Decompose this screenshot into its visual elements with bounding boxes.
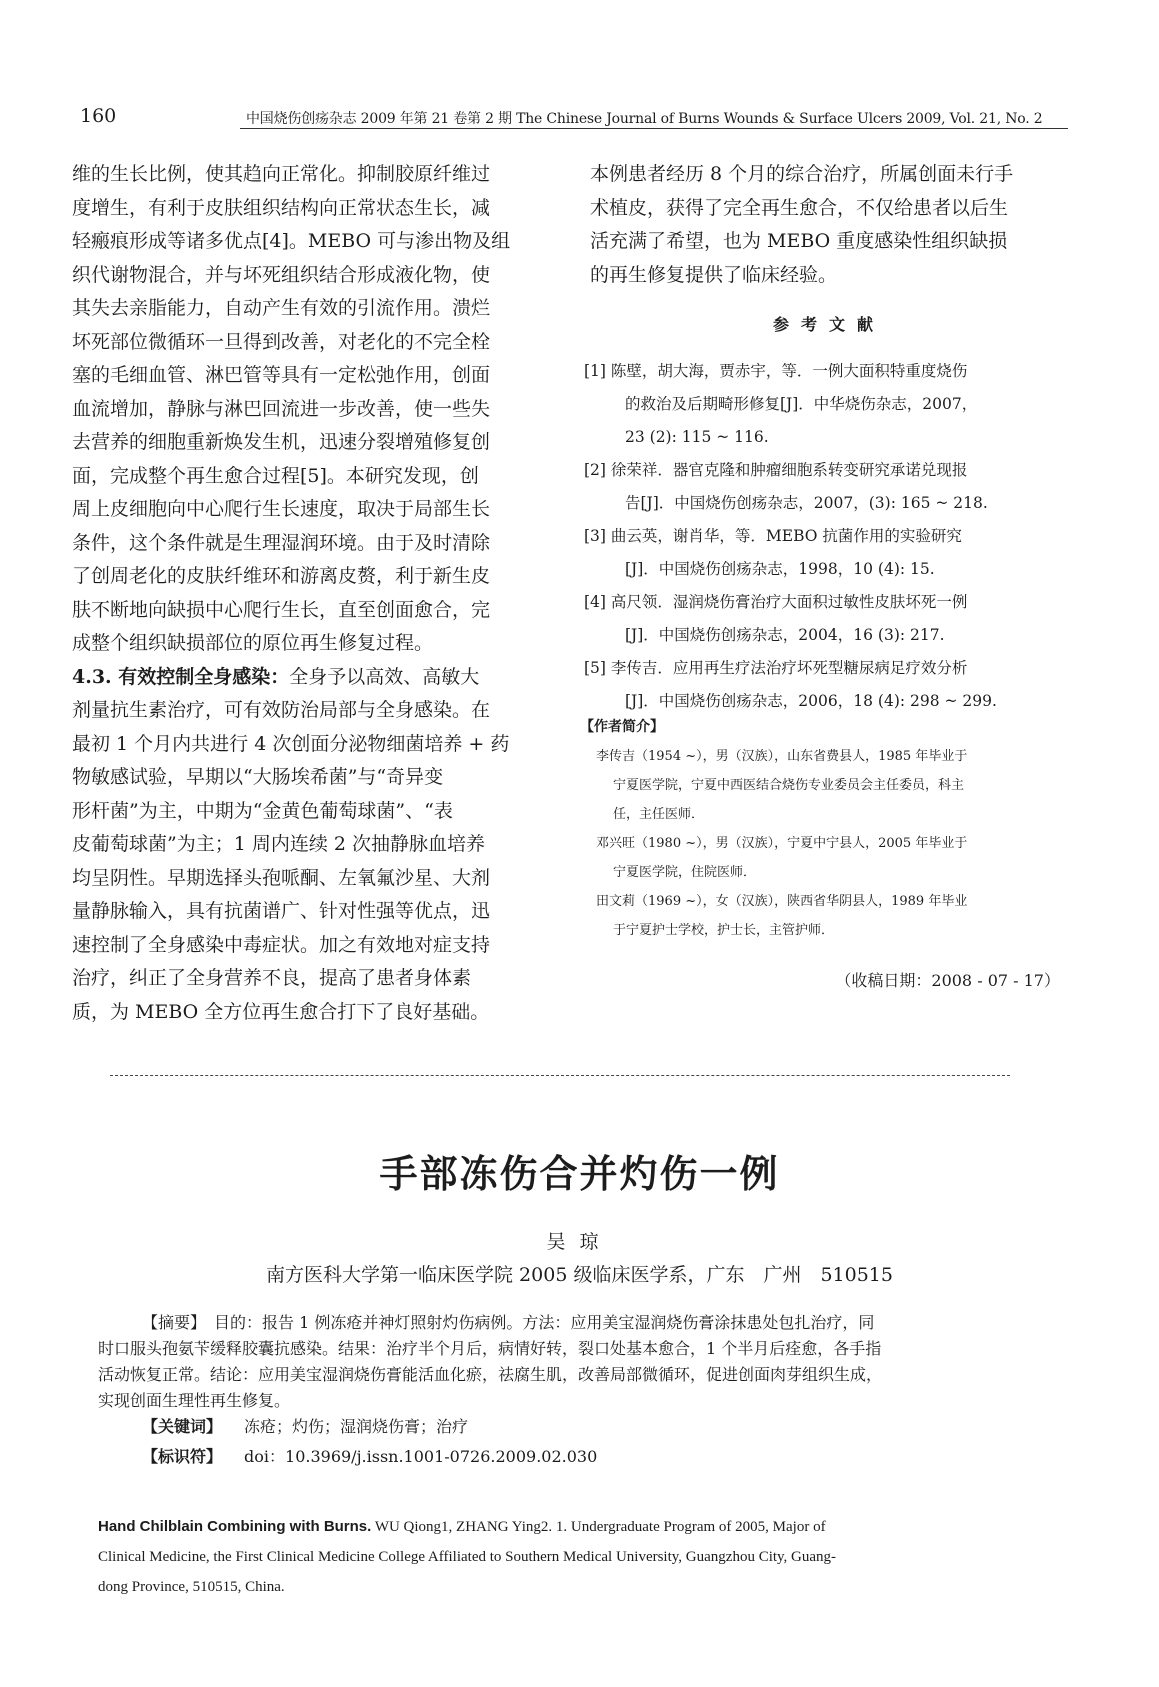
text-line: 形杆菌”为主，中期为“金黄色葡萄球菌”、“表 xyxy=(72,799,453,822)
text-line: 成整个组织缺损部位的原位再生修复过程。 xyxy=(72,632,434,654)
reference-line: [J]．中国烧伤创疡杂志，2004，16 (3): 217. xyxy=(625,626,945,644)
abstract-line: 【摘要】 目的：报告 1 例冻疮并神灯照射灼伤病例。方法：应用美宝湿润烧伤膏涂抹患处包扎治疗，同 xyxy=(142,1313,875,1332)
page-header xyxy=(0,0,1159,130)
text-line: 本例患者经历 8 个月的综合治疗，所属创面未行手 xyxy=(590,163,1014,185)
keywords-label: 【关键词】 xyxy=(142,1417,223,1436)
text-line: 条件，这个条件就是生理湿润环境。由于及时清除 xyxy=(72,531,491,554)
text-line: 皮葡萄球菌”为主；1 周内连续 2 次抽静脉血培养 xyxy=(72,833,486,855)
references-list xyxy=(584,355,1074,718)
text-line: 织代谢物混合，并与坏死组织结合形成液化物，使 xyxy=(72,263,491,286)
article-affiliation: 南方医科大学第一临床医学院 2005 级临床医学系，广东 广州 510515 xyxy=(266,1264,893,1286)
text-line: 最初 1 个月内共进行 4 次创面分泌物细菌培养 + 药 xyxy=(72,732,510,755)
text-line: 量静脉输入，具有抗菌谱广、针对性强等优点，迅 xyxy=(72,900,491,922)
text-line: 度增生，有利于皮肤组织结构向正常状态生长，减 xyxy=(72,196,491,219)
reference-line: [3] 曲云英，谢肖华，等．MEBO 抗菌作用的实验研究 xyxy=(584,527,962,545)
article-author: 吴琼 xyxy=(546,1231,613,1253)
text-line: 均呈阴性。早期选择头孢哌酮、左氧氟沙星、大剂 xyxy=(72,866,491,889)
text-line: 速控制了全身感染中毒症状。加之有效地对症支持 xyxy=(72,933,491,956)
keywords-value: 冻疮；灼伤；湿润烧伤膏；治疗 xyxy=(244,1417,469,1436)
english-title: Hand Chilblain Combining with Burns. xyxy=(98,1518,372,1535)
identifier-value: doi：10.3969/j.issn.1001-0726.2009.02.030 xyxy=(244,1447,598,1466)
author-bio-list xyxy=(596,742,1076,945)
section-heading-tail: 全身予以高效、高敏大 xyxy=(289,665,480,688)
bio-line: 李传吉（1954 ~），男（汉族），山东省费县人，1985 年毕业于 xyxy=(596,749,968,764)
text-line: 肤不断地向缺损中心爬行生长，直至创面愈合，完 xyxy=(72,598,491,621)
section-first-line xyxy=(72,661,552,695)
text-line: 了创周老化的皮肤纤维环和游离皮赘，利于新生皮 xyxy=(72,565,491,587)
text-line: 坏死部位微循环一旦得到改善，对老化的不完全栓 xyxy=(72,330,491,353)
text-line: 其失去亲脂能力，自动产生有效的引流作用。溃烂 xyxy=(72,297,491,319)
keywords-row xyxy=(142,1414,468,1437)
text-line: 剂量抗生素治疗，可有效防治局部与全身感染。在 xyxy=(72,699,491,721)
english-authors: WU Qiong1, ZHANG Ying2. 1. Undergraduate Program of 2005, Major of xyxy=(374,1519,826,1535)
english-line: dong Province, 510515, China. xyxy=(98,1579,285,1595)
text-line: 质，为 MEBO 全方位再生愈合打下了良好基础。 xyxy=(72,1000,490,1023)
reference-line: 告[J]．中国烧伤创疡杂志，2007，(3): 165 ~ 218. xyxy=(625,494,988,512)
abstract-line: 时口服头孢氨苄缓释胶囊抗感染。结果：治疗半个月后，病情好转，裂口处基本愈合，1 个半月后痊愈，各手指 xyxy=(98,1339,882,1358)
author-bio-heading: 【作者简介】 xyxy=(580,719,664,735)
text-line: 去营养的细胞重新焕发生机，迅速分裂增殖修复创 xyxy=(72,431,491,453)
section-4-3 xyxy=(72,661,552,1030)
bio-line: 任，主任医师． xyxy=(613,807,705,822)
header-rule xyxy=(240,128,1068,129)
english-line xyxy=(98,1512,1058,1542)
bio-line: 宁夏医学院，住院医师． xyxy=(613,865,757,880)
references-title: 参考文献 xyxy=(772,315,885,334)
reference-line: [5] 李传吉．应用再生疗法治疗坏死型糖尿病足疗效分析 xyxy=(584,659,968,677)
reference-line: 的救治及后期畸形修复[J]．中华烧伤杂志，2007， xyxy=(625,395,978,413)
section-heading: 4.3. 有效控制全身感染： xyxy=(72,665,290,688)
left-column xyxy=(72,158,552,1029)
received-date: （收稿日期：2008 - 07 - 17） xyxy=(835,971,1060,990)
text-line: 周上皮细胞向中心爬行生长速度，取决于局部生长 xyxy=(72,498,491,520)
text-line: 轻瘢痕形成等诸多优点[4]。MEBO 可与渗出物及组 xyxy=(72,230,511,252)
bio-line: 宁夏医学院，宁夏中西医结合烧伤专业委员会主任委员，科主 xyxy=(613,778,965,793)
reference-line: [4] 高尺领．湿润烧伤膏治疗大面积过敏性皮肤坏死一例 xyxy=(584,593,968,611)
reference-line: 23 (2): 115 ~ 116. xyxy=(625,428,769,446)
reference-line: [J]．中国烧伤创疡杂志，2006，18 (4): 298 ~ 299. xyxy=(625,692,997,710)
article-separator xyxy=(110,1075,1010,1076)
right-column-body xyxy=(590,158,1068,292)
text-line: 维的生长比例，使其趋向正常化。抑制胶原纤维过 xyxy=(72,163,491,185)
text-line: 塞的毛细血管、淋巴管等具有一定松弛作用，创面 xyxy=(72,364,491,386)
english-line: Clinical Medicine, the First Clinical Medicine College Affiliated to Southern Medical University, Guangzhou City, Guang- xyxy=(98,1549,837,1565)
reference-line: [1] 陈壁，胡大海，贾赤宇，等．一例大面积特重度烧伤 xyxy=(584,362,968,380)
bio-line: 邓兴旺（1980 ~），男（汉族），宁夏中宁县人，2005 年毕业于 xyxy=(596,836,968,851)
left-body-text xyxy=(72,158,552,661)
text-line: 的再生修复提供了临床经验。 xyxy=(590,263,838,286)
text-line: 治疗，纠正了全身营养不良，提高了患者身体素 xyxy=(72,967,472,989)
bio-line: 于宁夏护士学校，护士长，主管护师． xyxy=(613,923,835,938)
abstract-line: 实现创面生理性再生修复。 xyxy=(98,1391,291,1410)
bio-line: 田文莉（1969 ~），女（汉族），陕西省华阴县人，1989 年毕业 xyxy=(596,894,968,909)
text-line: 活充满了希望，也为 MEBO 重度感染性组织缺损 xyxy=(590,230,1008,252)
identifier-row xyxy=(142,1444,597,1467)
page-number: 160 xyxy=(80,105,117,127)
reference-line: [J]．中国烧伤创疡杂志，1998，10 (4): 15. xyxy=(625,560,935,578)
journal-running-head: 中国烧伤创疡杂志 2009 年第 21 卷第 2 期 The Chinese Journal of Burns Wounds & Surface Ulcers 2009, Vol. 21, No. 2 xyxy=(246,111,1043,127)
article-title: 手部冻伤合并灼伤一例 xyxy=(379,1152,780,1196)
english-abstract-header xyxy=(98,1512,1058,1602)
identifier-label: 【标识符】 xyxy=(142,1447,223,1466)
text-line: 血流增加，静脉与淋巴回流进一步改善，使一些失 xyxy=(72,397,491,420)
text-line: 面，完成整个再生愈合过程[5]。本研究发现，创 xyxy=(72,464,479,487)
abstract xyxy=(98,1310,1058,1414)
reference-line: [2] 徐荣祥．器官克隆和肿瘤细胞系转变研究承诺兑现报 xyxy=(584,461,968,479)
text-line: 物敏感试验，早期以“大肠埃希菌”与“奇异变 xyxy=(72,766,444,788)
text-line: 术植皮，获得了完全再生愈合，不仅给患者以后生 xyxy=(590,196,1009,219)
abstract-line: 活动恢复正常。结论：应用美宝湿润烧伤膏能活血化瘀，祛腐生肌，改善局部微循环，促进创面肉芽组织生成， xyxy=(98,1365,883,1384)
